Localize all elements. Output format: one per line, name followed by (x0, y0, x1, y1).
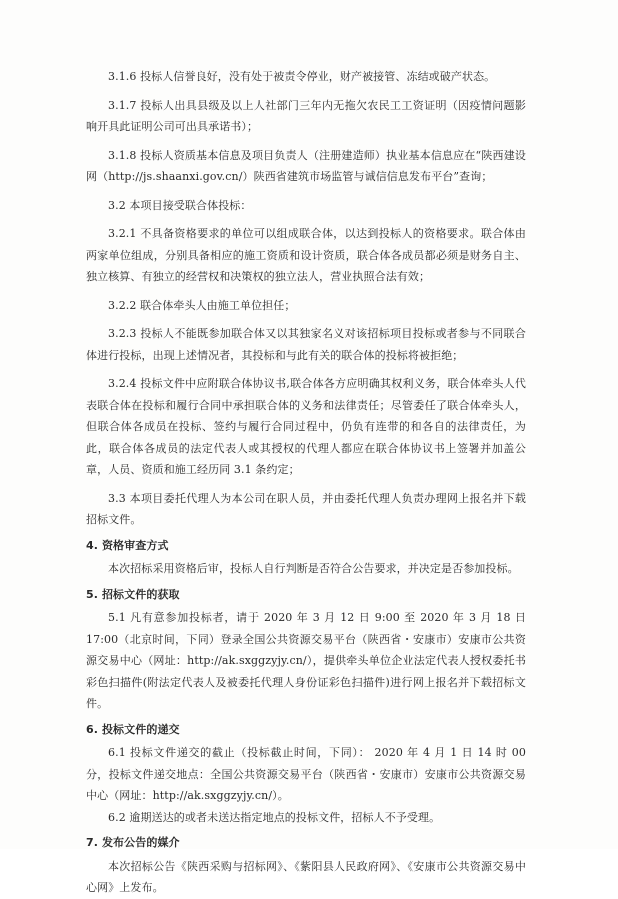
clause-3-1-8: 3.1.8 投标人资质基本信息及项目负责人（注册建造师）执业基本信息应在“陕西建设网（http://js.shaanxi.gov.cn/）陕西省建筑市场监管与诚信信息发布平台”查询； (86, 148, 526, 183)
clause-3-1-6: 3.1.6 投标人信誉良好，没有处于被责令停业，财产被接管、冻结或破产状态。 (108, 70, 496, 83)
section-7-text: 本次招标公告《陕西采购与招标网》、《紫阳县人民政府网》、《安康市公共资源交易中心网》上发布。 (86, 859, 526, 894)
clause-3-2-4: 3.2.4 投标文件中应附联合体协议书,联合体各方应明确其权利义务，联合体牵头人代表联合体在投标和履行合同中承担联合体的义务和法律责任；尽管委任了联合体牵头人，但联合体各成员在投标、签约与履行合同过程中，仍负有连带的和各自的法律责任，为此，联合体各成员的法定代表人或其授权的代理人都应在联合体协议书上签署并加盖公章，人员、资质和施工经历同 3.1 条约定； (86, 377, 526, 476)
clause-6-2: 6.2 逾期送达的或者未送达指定地点的投标文件，招标人不予受理。 (108, 810, 441, 824)
section-heading-6: 6. 投标文件的递交 (86, 722, 180, 736)
document-body (86, 66, 526, 899)
section-heading-5: 5. 招标文件的获取 (86, 587, 180, 601)
section-heading-4: 4. 资格审查方式 (86, 538, 169, 552)
clause-3-1-7: 3.1.7 投标人出具县级及以上人社部门三年内无拖欠农民工工资证明（因疫情问题影响开具此证明公司可出具承诺书）； (86, 98, 526, 133)
clause-6-1: 6.1 投标文件递交的截止（投标截止时间，下同）： 2020 年 4 月 1 日 14 时 00 分，投标文件递交地点：全国公共资源交易平台（陕西省・安康市）安康市公共资源交易中心（网址：http://ak.sxggzyjy.cn/）。 (86, 746, 526, 802)
clause-3-3: 3.3 本项目委托代理人为本公司在职人员，并由委托代理人负责办理网上报名并下载招标文件。 (86, 491, 526, 526)
clause-3-2: 3.2 本项目接受联合体投标： (108, 198, 252, 212)
clause-3-2-1: 3.2.1 不具备资格要求的单位可以组成联合体，以达到投标人的资格要求。联合体由两家单位组成，分别具备相应的施工资质和设计资质，联合体各成员都必须是财务自主、独立核算、有独立的经营权和决策权的独立法人，营业执照合法有效； (86, 227, 526, 283)
section-4-text: 本次招标采用资格后审，投标人自行判断是否符合公告要求，并决定是否参加投标。 (108, 562, 519, 575)
clause-5-1: 5.1 凡有意参加投标者，请于 2020 年 3 月 12 日 9:00 至 2020 年 3 月 18 日 17:00（北京时间，下同）登录全国公共资源交易平台（陕西省・安康市）安康市公共资源交易中心（网址：http://ak.sxggzyjy.cn/），提供牵头单位企业法定代表人授权委托书彩色扫描件(附法定代表人及被委托代理人身份证彩色扫描件)进行网上报名并下载招标文件。 (86, 611, 526, 710)
section-heading-7: 7. 发布公告的媒介 (86, 836, 180, 849)
clause-3-2-2: 3.2.2 联合体牵头人由施工单位担任； (108, 298, 296, 312)
clause-3-2-3: 3.2.3 投标人不能既参加联合体又以其独家名义对该招标项目投标或者参与不同联合体进行投标，出现上述情况者，其投标和与此有关的联合体的投标将被拒绝； (86, 327, 526, 362)
